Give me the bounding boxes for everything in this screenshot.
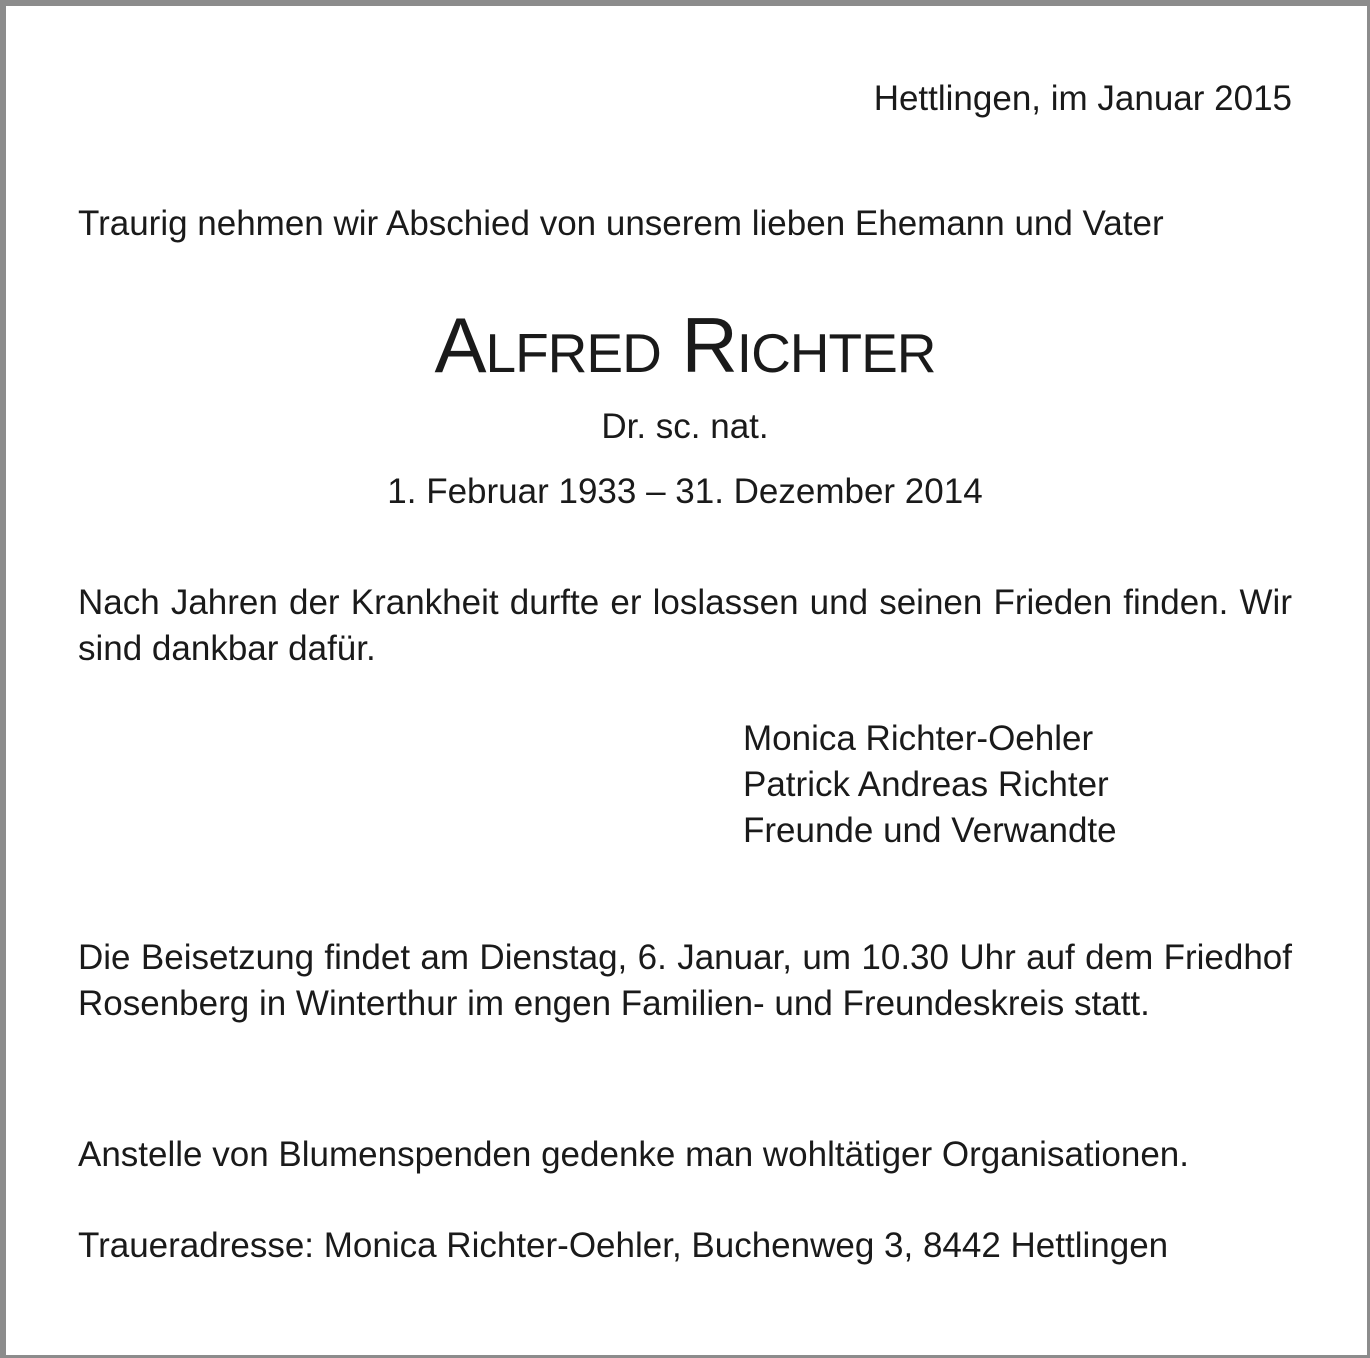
donation-note: Anstelle von Blumenspenden gedenke man wohltätiger Organisationen. xyxy=(78,1135,1189,1174)
deceased-name: Alfred Richter xyxy=(434,301,936,389)
intro-text: Traurig nehmen wir Abschied von unserem lieben Ehemann und Vater xyxy=(78,204,1164,243)
place-date: Hettlingen, im Januar 2015 xyxy=(873,79,1292,118)
signer-name: Freunde und Verwandte xyxy=(743,811,1117,850)
signers-list xyxy=(743,716,1203,854)
deceased-title: Dr. sc. nat. xyxy=(601,407,769,446)
signer-name: Patrick Andreas Richter xyxy=(743,765,1109,804)
life-dates: 1. Februar 1933 – 31. Dezember 2014 xyxy=(387,472,983,511)
message-paragraph: Nach Jahren der Krankheit durfte er loslassen und seinen Frieden finden. Wir sind dankbar dafür. xyxy=(78,583,1292,668)
signer-name: Monica Richter-Oehler xyxy=(743,719,1094,758)
mourning-address: Traueradresse: Monica Richter-Oehler, Buchenweg 3, 8442 Hettlingen xyxy=(78,1226,1169,1265)
funeral-paragraph: Die Beisetzung findet am Dienstag, 6. Januar, um 10.30 Uhr auf dem Friedhof Rosenberg in Winterthur im engen Familien- und Freundeskreis statt. xyxy=(78,938,1292,1023)
